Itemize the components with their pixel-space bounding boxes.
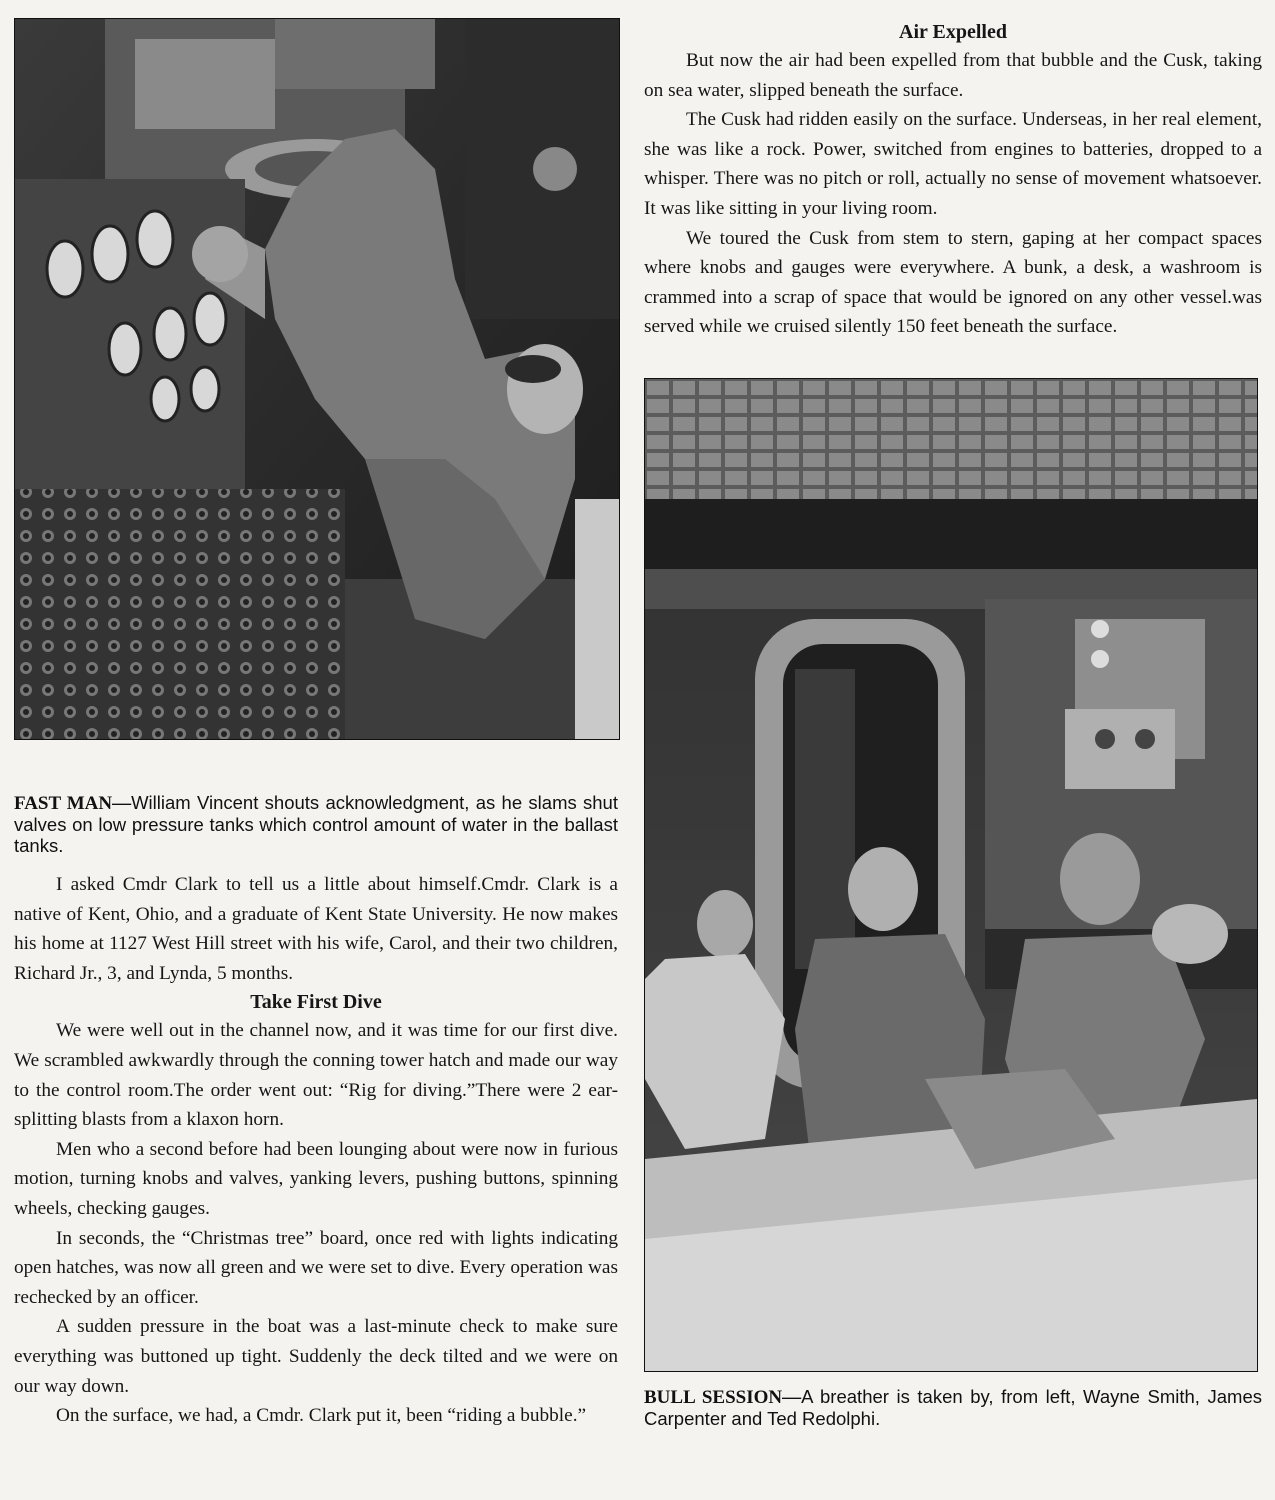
photo-fast-man-image: [15, 19, 619, 739]
photo-bull-session-image: [645, 379, 1257, 1371]
caption-lead: BULL SESSION—: [644, 1386, 802, 1408]
paragraph: In seconds, the “Christmas tree” board, once red with lights indicating open hatches, was now all green and we were set to dive. Every operation was rechecked by an officer.: [14, 1227, 618, 1308]
paragraph: On the surface, we had, a Cmdr. Clark put it, been “riding a bubble.”: [56, 1405, 587, 1427]
caption-text: William Vincent shouts acknowledgment, as he slams shut valves on low pressure tanks which control amount of water in the ballast tanks.: [14, 792, 618, 856]
caption-lead: FAST MAN—: [14, 793, 132, 814]
paragraph: Men who a second before had been lounging about were now in furious motion, turning knobs and valves, yanking levers, pushing buttons, spinning wheels, checking gauges.: [14, 1138, 618, 1219]
caption-text: A breather is taken by, from left, Wayne Smith, James Carpenter and Ted Redolphi.: [644, 1385, 1262, 1429]
left-column: [14, 18, 618, 1431]
paragraph: I asked Cmdr Clark to tell us a little about himself.Cmdr. Clark is a native of Kent, Ohio, and a graduate of Kent State University. He now makes his home at 1127 West Hill street with his wife, Carol, and their two children, Richard Jr., 3, and Lynda, 5 months.: [14, 874, 618, 984]
subhead-take-first-dive: Take First Dive: [250, 991, 382, 1014]
right-column: [644, 18, 1262, 1429]
left-article-text: [14, 870, 618, 1431]
photo-fast-man-caption: [14, 792, 618, 856]
photo-fast-man: [14, 18, 620, 740]
subhead-air-expelled: Air Expelled: [899, 21, 1007, 43]
right-article-text: [644, 18, 1262, 342]
paragraph: The Cusk had ridden easily on the surface. Underseas, in her real element, she was like a rock. Power, switched from engines to batteries, dropped to a whisper. There was no pitch or roll, actually no sense of movement whatsoever. It was like sitting in your living room.: [644, 109, 1262, 219]
paragraph: We toured the Cusk from stem to stern, gaping at her compact spaces where knobs and gauges were everywhere. A bunk, a desk, a washroom is crammed into a scrap of space that would be ignored on any other vessel.was served while we cruised silently 150 feet beneath the surface.: [644, 227, 1262, 338]
paragraph: We were well out in the channel now, and it was time for our first dive. We scrambled awkwardly through the conning tower hatch and made our way to the control room.The order went out: “Rig for diving.”There were 2 ear-splitting blasts from a klaxon horn.: [14, 1020, 618, 1131]
photo-bull-session-caption: [644, 1386, 1262, 1429]
paragraph: A sudden pressure in the boat was a last-minute check to make sure everything was buttoned up tight. Suddenly the deck tilted and we were on our way down.: [14, 1316, 618, 1397]
paragraph: But now the air had been expelled from that bubble and the Cusk, taking on sea water, slipped beneath the surface.: [644, 50, 1262, 101]
photo-bull-session: [644, 378, 1258, 1372]
